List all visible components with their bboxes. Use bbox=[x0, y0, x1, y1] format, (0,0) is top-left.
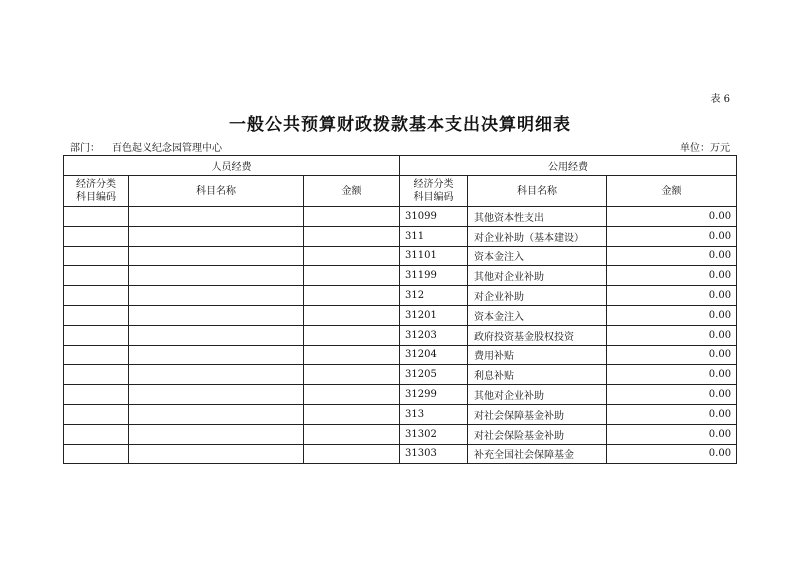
public-name-cell: 其他对企业补助 bbox=[468, 385, 607, 405]
personnel-amount-cell bbox=[304, 404, 400, 424]
public-amount-cell: 0.00 bbox=[607, 305, 737, 325]
personnel-name-cell bbox=[129, 266, 304, 286]
public-name-cell: 对企业补助（基本建设） bbox=[468, 226, 607, 246]
public-code-cell: 31099 bbox=[400, 207, 468, 227]
public-name-cell: 补充全国社会保障基金 bbox=[468, 444, 607, 464]
personnel-code-cell bbox=[64, 345, 129, 365]
public-code-cell: 313 bbox=[400, 404, 468, 424]
group-header-row bbox=[64, 156, 737, 176]
table-row bbox=[64, 444, 737, 464]
public-code-cell: 31203 bbox=[400, 325, 468, 345]
column-header-row bbox=[64, 176, 737, 207]
table-number: 表 6 bbox=[710, 94, 730, 105]
personnel-name-cell bbox=[129, 424, 304, 444]
public-expense-header: 公用经费 bbox=[400, 156, 737, 176]
public-amount-cell: 0.00 bbox=[607, 207, 737, 227]
public-code-cell: 31204 bbox=[400, 345, 468, 365]
personnel-amount-cell bbox=[304, 345, 400, 365]
public-amount-cell: 0.00 bbox=[607, 345, 737, 365]
public-name-cell: 其他对企业补助 bbox=[468, 266, 607, 286]
public-name-cell: 利息补贴 bbox=[468, 365, 607, 385]
personnel-amount-cell bbox=[304, 286, 400, 306]
code-header-line2: 科目编码 bbox=[76, 192, 116, 203]
personnel-amount-cell bbox=[304, 325, 400, 345]
personnel-name-cell bbox=[129, 365, 304, 385]
public-name-cell: 费用补贴 bbox=[468, 345, 607, 365]
personnel-code-cell bbox=[64, 246, 129, 266]
public-code-cell: 31199 bbox=[400, 266, 468, 286]
public-name-cell: 对社会保障基金补助 bbox=[468, 404, 607, 424]
personnel-code-cell bbox=[64, 404, 129, 424]
personnel-amount-cell bbox=[304, 266, 400, 286]
personnel-amount-cell bbox=[304, 444, 400, 464]
personnel-code-cell bbox=[64, 325, 129, 345]
public-amount-cell: 0.00 bbox=[607, 444, 737, 464]
personnel-amount-cell bbox=[304, 385, 400, 405]
table-row bbox=[64, 286, 737, 306]
personnel-amount-cell bbox=[304, 424, 400, 444]
public-code-cell: 311 bbox=[400, 226, 468, 246]
personnel-code-cell bbox=[64, 286, 129, 306]
public-code-cell: 31101 bbox=[400, 246, 468, 266]
public-amount-cell: 0.00 bbox=[607, 286, 737, 306]
personnel-code-cell bbox=[64, 444, 129, 464]
department-line bbox=[70, 139, 222, 154]
public-code-cell: 31303 bbox=[400, 444, 468, 464]
personnel-code-cell bbox=[64, 385, 129, 405]
table-row bbox=[64, 424, 737, 444]
department-name: 百色起义纪念园管理中心 bbox=[112, 143, 222, 154]
personnel-name-cell bbox=[129, 385, 304, 405]
personnel-name-cell bbox=[129, 404, 304, 424]
table-row bbox=[64, 266, 737, 286]
expense-detail-table bbox=[63, 155, 737, 464]
personnel-code-cell bbox=[64, 226, 129, 246]
public-amount-cell: 0.00 bbox=[607, 325, 737, 345]
public-amount-cell: 0.00 bbox=[607, 385, 737, 405]
personnel-name-cell bbox=[129, 305, 304, 325]
personnel-name-cell bbox=[129, 207, 304, 227]
personnel-code-header bbox=[64, 176, 129, 207]
personnel-amount-cell bbox=[304, 305, 400, 325]
public-name-header: 科目名称 bbox=[468, 176, 607, 207]
personnel-code-cell bbox=[64, 424, 129, 444]
public-amount-cell: 0.00 bbox=[607, 404, 737, 424]
table-row bbox=[64, 385, 737, 405]
public-amount-cell: 0.00 bbox=[607, 226, 737, 246]
public-name-cell: 其他资本性支出 bbox=[468, 207, 607, 227]
code-header-line1: 经济分类 bbox=[76, 179, 116, 190]
table-row bbox=[64, 207, 737, 227]
personnel-name-cell bbox=[129, 246, 304, 266]
public-name-cell: 对企业补助 bbox=[468, 286, 607, 306]
public-amount-cell: 0.00 bbox=[607, 365, 737, 385]
personnel-name-cell bbox=[129, 325, 304, 345]
personnel-expense-header: 人员经费 bbox=[64, 156, 400, 176]
public-code-cell: 31302 bbox=[400, 424, 468, 444]
personnel-amount-cell bbox=[304, 207, 400, 227]
page-title: 一般公共预算财政拨款基本支出决算明细表 bbox=[229, 115, 571, 135]
public-code-cell: 31205 bbox=[400, 365, 468, 385]
public-name-cell: 政府投资基金股权投资 bbox=[468, 325, 607, 345]
public-code-header bbox=[400, 176, 468, 207]
table-row bbox=[64, 345, 737, 365]
public-name-cell: 对社会保险基金补助 bbox=[468, 424, 607, 444]
table-row bbox=[64, 404, 737, 424]
personnel-name-cell bbox=[129, 345, 304, 365]
table-row bbox=[64, 365, 737, 385]
department-label: 部门： bbox=[70, 143, 100, 154]
personnel-name-cell bbox=[129, 444, 304, 464]
public-amount-header: 金额 bbox=[607, 176, 737, 207]
public-code-cell: 31201 bbox=[400, 305, 468, 325]
personnel-name-header: 科目名称 bbox=[129, 176, 304, 207]
personnel-amount-header: 金额 bbox=[304, 176, 400, 207]
personnel-code-cell bbox=[64, 207, 129, 227]
code-header-line2: 科目编码 bbox=[413, 192, 454, 203]
table-row bbox=[64, 325, 737, 345]
public-name-cell: 资本金注入 bbox=[468, 305, 607, 325]
public-code-cell: 31299 bbox=[400, 385, 468, 405]
personnel-amount-cell bbox=[304, 365, 400, 385]
table-body bbox=[64, 207, 737, 464]
unit-label: 单位：万元 bbox=[680, 143, 730, 154]
personnel-code-cell bbox=[64, 365, 129, 385]
public-amount-cell: 0.00 bbox=[607, 424, 737, 444]
personnel-amount-cell bbox=[304, 226, 400, 246]
public-code-cell: 312 bbox=[400, 286, 468, 306]
personnel-code-cell bbox=[64, 266, 129, 286]
personnel-amount-cell bbox=[304, 246, 400, 266]
code-header-line1: 经济分类 bbox=[413, 179, 454, 190]
public-name-cell: 资本金注入 bbox=[468, 246, 607, 266]
table-row bbox=[64, 246, 737, 266]
public-amount-cell: 0.00 bbox=[607, 266, 737, 286]
table-row bbox=[64, 226, 737, 246]
personnel-code-cell bbox=[64, 305, 129, 325]
personnel-name-cell bbox=[129, 226, 304, 246]
public-amount-cell: 0.00 bbox=[607, 246, 737, 266]
personnel-name-cell bbox=[129, 286, 304, 306]
table-row bbox=[64, 305, 737, 325]
